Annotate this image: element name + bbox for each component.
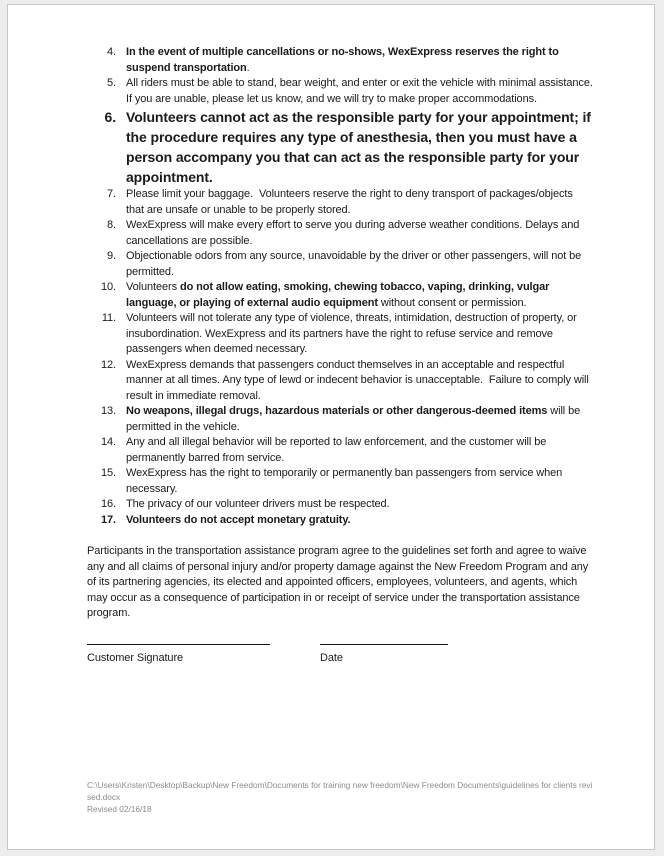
document-page [7, 4, 655, 850]
text-run: Please limit your baggage. Volunteers reserve the right to deny transport of packages/objects that are unsafe or unable to be properly stored. [126, 188, 576, 216]
bold-text-run: Volunteers do not accept monetary gratuity. [126, 513, 351, 526]
customer-signature-label: Customer Signature [87, 651, 184, 664]
bold-text-run: Volunteers cannot act as the responsible party for your appointment; if the procedure requires any type of anesthesia, then you must have a person accompany you that can act as the responsible party for your appointment. [126, 109, 595, 185]
text-run: will be permitted in the vehicle. [126, 405, 584, 433]
text-run: WexExpress will make every effort to serve you during adverse weather conditions. Delays and cancellations are possible. [126, 219, 583, 247]
list-item-text [126, 76, 599, 107]
list-item [87, 435, 593, 466]
list-item-number: 11. [101, 312, 116, 324]
document-content [87, 45, 599, 665]
footer-file-path: C:\Users\Kristen\Desktop\Backup\New Freedom\Documents for training new freedom\New Freedom Documents\guidelines for clients revised.docx [87, 780, 593, 802]
list-item-number: 16. [101, 498, 116, 510]
customer-signature-block [87, 644, 270, 665]
list-item [87, 187, 593, 218]
date-label: Date [320, 651, 343, 664]
list-item-number: 10. [101, 281, 116, 293]
list-item-text [126, 435, 593, 466]
date-block [320, 644, 448, 665]
list-item [87, 45, 593, 76]
list-item-text [126, 311, 593, 358]
agreement-paragraph: Participants in the transportation assistance program agree to the guidelines set forth and agree to waive any and all claims of personal injury and/or property damage against the New Freedom Program and any of its partnering agencies, its elected and appointed officers, employees, volunteers, and agents, which may occur as a consequence of participation in or receipt of service under the transportation assistance program. [87, 545, 592, 619]
list-item-text [126, 249, 593, 280]
list-item-number: 15. [101, 467, 116, 479]
list-item-text [126, 466, 593, 497]
list-item [87, 513, 593, 529]
list-item-number: 14. [101, 436, 116, 448]
list-item-number: 9. [107, 250, 116, 262]
list-item-number: 6. [104, 109, 116, 125]
list-item-number: 13. [101, 405, 116, 417]
list-item [87, 311, 593, 358]
list-item [87, 358, 593, 405]
bold-text-run: In the event of multiple cancellations or no-shows, WexExpress reserves the right to suspend transportation [126, 46, 562, 74]
list-item [87, 404, 593, 435]
customer-signature-line [87, 644, 270, 645]
text-run: without consent or permission. [377, 296, 527, 309]
bold-text-run: No weapons, illegal drugs, hazardous materials or other dangerous-deemed items [126, 405, 548, 417]
document-footer [87, 779, 593, 815]
list-item [87, 218, 593, 249]
list-item-number: 5. [107, 77, 116, 89]
list-item [87, 466, 593, 497]
list-item-number: 12. [101, 358, 116, 371]
list-item [87, 497, 593, 513]
guidelines-list [87, 45, 599, 528]
text-run: Objectionable odors from any source, unavoidable by the driver or other passengers, will not be permitted. [126, 250, 585, 278]
text-run: Any and all illegal behavior will be reported to law enforcement, and the customer will be permanently barred from service. [126, 436, 550, 464]
list-item-text [126, 358, 593, 405]
text-run: Volunteers will not tolerate any type of violence, threats, intimidation, destruction of property, or insubordination. WexExpress and its partners have the right to refuse service and remove passengers when deemed necessary. [126, 312, 580, 355]
list-item [87, 249, 593, 280]
list-item-number: 8. [107, 219, 116, 231]
text-run: Volunteers [126, 281, 180, 293]
list-item-text [126, 218, 593, 249]
list-item-text [126, 280, 593, 311]
list-item-text [126, 45, 593, 76]
list-item-number: 7. [107, 188, 116, 200]
list-item-text [126, 187, 593, 218]
list-item [87, 76, 599, 107]
list-item-number: 4. [107, 46, 116, 58]
list-item [87, 107, 593, 187]
text-run: The privacy of our volunteer drivers must be respected. [126, 498, 390, 510]
list-item [87, 280, 593, 311]
text-run: . [246, 61, 250, 74]
signature-section [87, 644, 593, 665]
list-item-text [126, 513, 593, 529]
bold-text-run: do not allow eating, smoking, chewing tobacco, vaping, drinking, vulgar language, or playing of external audio equipment [126, 281, 553, 309]
text-run: WexExpress has the right to temporarily or permanently ban passengers from service when necessary. [126, 467, 566, 495]
list-item-text [126, 497, 593, 513]
footer-revised-date: Revised 02/16/18 [87, 804, 152, 814]
text-run: All riders must be able to stand, bear weight, and enter or exit the vehicle with minimal assistance. If you are unable, please let us know, and we will try to make proper accommodations. [126, 77, 599, 105]
list-item-text [126, 107, 593, 187]
list-item-number: 17. [101, 513, 116, 526]
list-item-text [126, 404, 593, 435]
text-run: WexExpress demands that passengers conduct themselves in an acceptable and respectful manner at all times. Any type of lewd or indecent behavior is unacceptable. Failure to comply will result in immediate removal. [126, 358, 592, 402]
date-line [320, 644, 448, 645]
